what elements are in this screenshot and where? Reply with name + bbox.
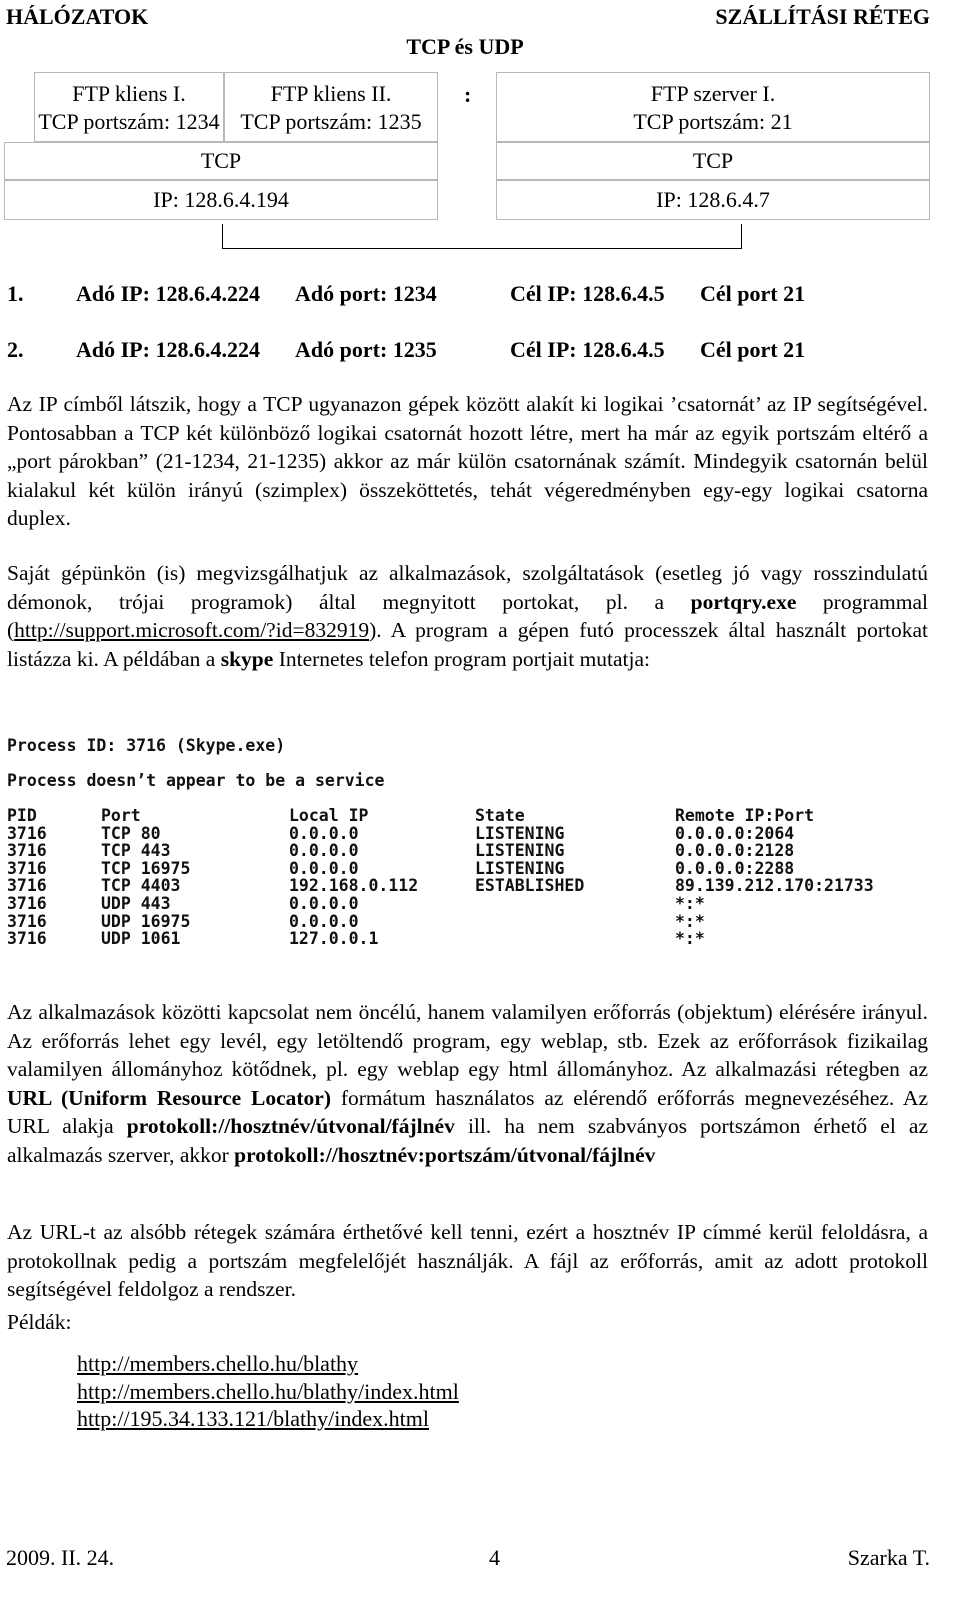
footer-author: Szarka T. [847, 1545, 930, 1570]
console-cell-local-ip: 192.168.0.112 [289, 876, 419, 896]
connection-1-src-port: Adó port: 1234 [295, 281, 437, 306]
client1-name: FTP kliens I. [72, 81, 186, 106]
console-cell-remote: *:* [675, 894, 705, 913]
url-format: protokoll://hosztnév/útvonal/fájlnév [126, 1114, 455, 1138]
connection-2-dst-port: Cél port 21 [700, 337, 806, 362]
console-cell-pid: 3716 [7, 841, 47, 861]
console-service-line: Process doesn’t appear to be a service [7, 771, 385, 790]
connection-2-dst: Cél IP: 128.6.4.5 [510, 337, 665, 362]
connection-2-src: Adó IP: 128.6.4.224 [76, 337, 260, 362]
console-header-state: State [475, 806, 525, 825]
console-cell-remote: 0.0.0.0:2288 [675, 858, 795, 878]
console-process-line: Process ID: 3716 (Skype.exe) [7, 736, 286, 755]
console-cell-remote: 89.139.212.170:21733 [675, 876, 874, 896]
connection-2-num: 2. [7, 337, 24, 362]
client-ip-cell: IP: 128.6.4.194 [4, 180, 438, 220]
client1-port: TCP portszám: 1234 [38, 109, 220, 134]
client2-port: TCP portszám: 1235 [240, 109, 422, 134]
header-right: SZÁLLÍTÁSI RÉTEG [715, 4, 930, 29]
paragraph-4: Az URL-t az alsóbb rétegek számára érthetővé kell tenni, ezért a hosztnév IP címmé kerül feloldásra, a protokollnak pedig a portszám megfelelőjét használják. A fájl az erőforrás, amit az adott protokoll segítségével feldolgoz a rendszer. [7, 1220, 928, 1301]
console-cell-port: TCP 4403 [101, 876, 181, 896]
support-link[interactable]: http://support.microsoft.com/?id=832919 [14, 618, 370, 642]
console-cell-state: ESTABLISHED [475, 876, 585, 896]
console-cell-remote: *:* [675, 929, 705, 949]
console-cell-port: UDP 16975 [101, 911, 191, 931]
console-cell-local-ip: 0.0.0.0 [289, 911, 359, 931]
server-name: FTP szerver I. [650, 81, 776, 106]
client-tcp-cell: TCP [4, 142, 438, 180]
client2-cell [224, 72, 438, 142]
example-link-3[interactable]: http://195.34.133.121/blathy/index.html [77, 1406, 429, 1431]
console-header-pid: PID [7, 806, 37, 825]
server-ip-cell: IP: 128.6.4.7 [496, 180, 930, 220]
paragraph-1: Az IP címből látszik, hogy a TCP ugyanazon gépek között alakít ki logikai ’csatornát’ az IP segítségével. Pontosabban a TCP két különböző logikai csatornát hozott létre, mert ha már az egyik portszám eltérő a „port párokban” (21-1234, 21-1235) akkor az már külön csatornának számít. Mindegyik csatornán belül kialakul két külön irányú (szimplex) összeköttetés, tehát végeredményben egy-egy logikai csatorna duplex. [7, 392, 928, 530]
console-cell-remote: 0.0.0.0:2128 [675, 841, 795, 861]
console-header-remote: Remote IP:Port [675, 806, 815, 825]
paragraph-2: Saját gépünkön (is) megvizsgálhatjuk az alkalmazások, szolgáltatások (esetleg jó vagy rosszindulatú démonok, trójai programok) által megnyitott portokat, pl. a portqry.exe programmal (http://support.microsoft.com/?id=832919). A program a gépen futó processzek által használt portokat listázza ki. A példában a skype Internetes telefon program portjait mutatja: [7, 561, 929, 671]
console-cell-port: UDP 443 [101, 894, 171, 913]
console-cell-port: TCP 80 [101, 823, 161, 843]
portqry-name: portqry.exe [690, 589, 797, 614]
skype-name: skype [220, 646, 274, 671]
console-cell-port: TCP 443 [101, 841, 171, 861]
header-left: HÁLÓZATOK [6, 4, 149, 29]
console-cell-state: LISTENING [475, 858, 565, 878]
console-cell-port: TCP 16975 [101, 858, 191, 878]
console-cell-local-ip: 0.0.0.0 [289, 841, 359, 861]
network-table [4, 72, 930, 222]
console-cell-local-ip: 0.0.0.0 [289, 858, 359, 878]
footer-date: 2009. II. 24. [6, 1545, 115, 1570]
console-cell-pid: 3716 [7, 911, 47, 931]
footer-page-number: 4 [489, 1545, 500, 1570]
console-cell-remote: *:* [675, 911, 705, 931]
console-cell-remote: 0.0.0.0:2064 [675, 823, 795, 843]
url-format-port: protokoll://hosztnév:portszám/útvonal/fájlnév [234, 1142, 656, 1167]
connection-1-dst-port: Cél port 21 [700, 281, 806, 306]
example-link-1[interactable]: http://members.chello.hu/blathy [77, 1351, 359, 1376]
connection-1-src: Adó IP: 128.6.4.224 [76, 281, 260, 306]
connection-1-dst: Cél IP: 128.6.4.5 [510, 281, 665, 306]
console-cell-port: UDP 1061 [101, 929, 181, 949]
client1-cell [34, 72, 224, 142]
console-header-local-ip: Local IP [289, 806, 369, 825]
example-link-2[interactable]: http://members.chello.hu/blathy/index.html [77, 1378, 459, 1404]
console-cell-state: LISTENING [475, 841, 565, 861]
console-cell-pid: 3716 [7, 823, 47, 843]
client2-name: FTP kliens II. [270, 81, 392, 106]
console-cell-pid: 3716 [7, 876, 47, 896]
console-cell-local-ip: 0.0.0.0 [289, 823, 359, 843]
console-header-port: Port [101, 806, 141, 825]
connection-1-num: 1. [7, 281, 24, 306]
console-cell-state: LISTENING [475, 823, 565, 843]
console-cell-pid: 3716 [7, 929, 47, 949]
console-cell-local-ip: 0.0.0.0 [289, 894, 359, 913]
separator-colon: : [464, 82, 472, 107]
connection-bracket [222, 224, 742, 249]
console-cell-pid: 3716 [7, 858, 47, 878]
examples-label: Példák: [7, 1310, 72, 1334]
paragraph-3: Az alkalmazások közötti kapcsolat nem öncélú, hanem valamilyen erőforrás (objektum) elérésére irányul. Az erőforrás lehet egy levél, egy letöltendő program, egy weblap, stb. Ezek az erőforrások fizikailag valamilyen állományhoz kötődnek, pl. egy weblap egy html állományhoz. Az alkalmazási rétegben az URL (Uniform Resource Locator) formátum használatos az elérendő erőforrás megnevezéséhez. Az URL alakja protokoll://hosztnév/útvonal/fájlnév ill. ha nem szabványos portszámon érhető el az alkalmazás szerver, akkor protokoll://hosztnév:portszám/útvonal/fájlnév [7, 1000, 928, 1167]
console-cell-pid: 3716 [7, 894, 47, 913]
server-port: TCP portszám: 21 [633, 109, 793, 134]
console-cell-local-ip: 127.0.0.1 [289, 929, 379, 949]
examples-list [77, 1350, 459, 1433]
portqry-output [5, 726, 930, 962]
server-tcp-cell: TCP [496, 142, 930, 180]
connection-2-src-port: Adó port: 1235 [295, 337, 437, 362]
server-cell [496, 72, 930, 142]
url-term: URL (Uniform Resource Locator) [7, 1085, 332, 1110]
page-title: TCP és UDP [406, 34, 524, 59]
